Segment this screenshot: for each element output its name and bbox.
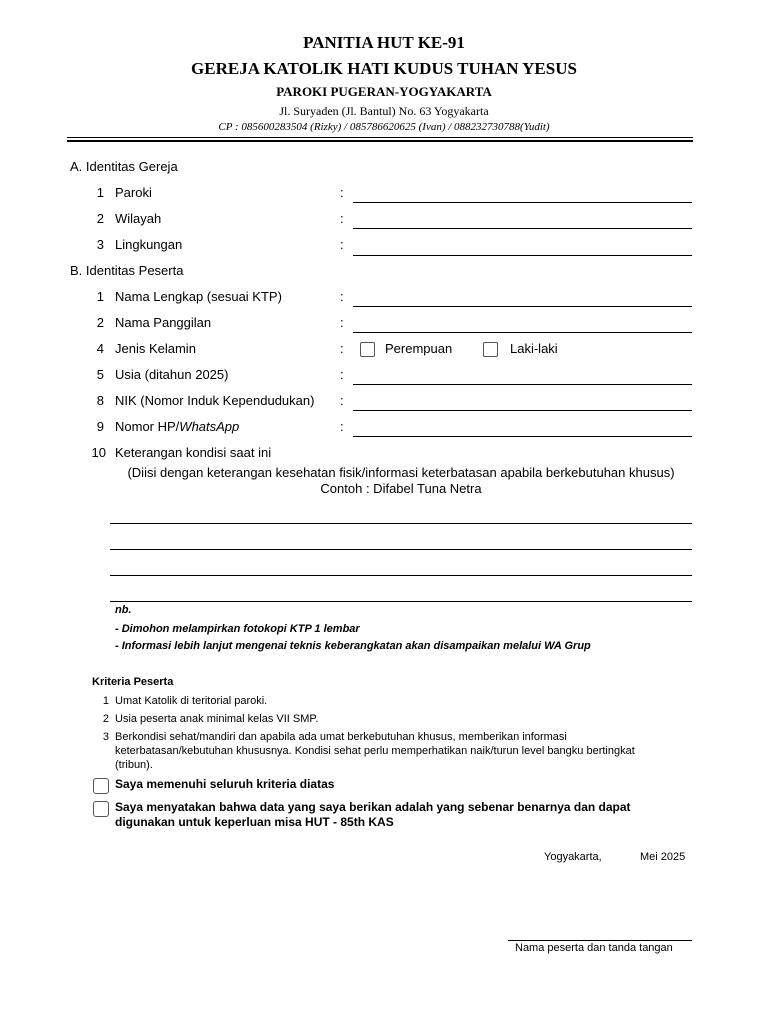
row-number: 1 [96,289,104,304]
criteria-item: Umat Katolik di teritorial paroki. [115,695,268,707]
signature-date: Mei 2025 [640,851,686,863]
colon: : [340,315,344,330]
agree-criteria-checkbox[interactable] [93,778,109,794]
nomor-hp-field[interactable] [353,436,692,437]
nik-field[interactable] [353,410,692,411]
header-rule-thick [67,140,693,142]
kondisi-field-line[interactable] [110,523,692,524]
colon: : [340,211,344,226]
usia-field[interactable] [353,384,692,385]
agree-data-checkbox[interactable] [93,801,109,817]
colon: : [340,289,344,304]
paroki-field[interactable] [353,202,692,203]
criteria-item-line: keterbatasan/kebutuhan khususnya. Kondisi sehat perlu memperhatikan naik/turun level bangku bertingkat [115,745,635,757]
colon: : [340,419,344,434]
header-parish: PAROKI PUGERAN-YOGYAKARTA [276,84,492,99]
colon: : [340,341,344,356]
row-number: 8 [96,393,104,408]
row-number: 1 [96,185,104,200]
colon: : [340,367,344,382]
colon: : [340,393,344,408]
nama-panggilan-label: Nama Panggilan [115,315,212,330]
row-number: 5 [96,367,104,382]
perempuan-checkbox[interactable] [360,342,375,357]
lingkungan-field[interactable] [353,255,692,256]
header-title-2: GEREJA KATOLIK HATI KUDUS TUHAN YESUS [191,59,577,78]
perempuan-label: Perempuan [385,341,453,356]
row-number: 3 [96,237,104,252]
kondisi-field-line[interactable] [110,601,692,602]
row-number: 2 [96,211,104,226]
nik-label: NIK (Nomor Induk Kependudukan) [115,393,315,408]
criteria-number: 1 [102,695,109,707]
nomor-hp-label-whatsapp: WhatsApp [179,419,240,434]
agree-data-label-line2: digunakan untuk keperluan misa HUT - 85th KAS [115,815,394,829]
nomor-hp-label [115,419,239,434]
agree-criteria-label: Saya memenuhi seluruh kriteria diatas [115,777,335,791]
kondisi-field-line[interactable] [110,575,692,576]
lingkungan-label: Lingkungan [115,237,183,252]
paroki-label: Paroki [115,185,152,200]
signature-line[interactable] [508,940,692,941]
note-item: - Dimohon melampirkan fotokopi KTP 1 lembar [115,623,360,635]
section-b-heading: B. Identitas Peserta [70,263,184,278]
row-number: 9 [96,419,104,434]
header-rule-thin [67,137,693,138]
criteria-item: Usia peserta anak minimal kelas VII SMP. [115,713,319,725]
header-title-1: PANITIA HUT KE-91 [303,33,465,52]
nama-lengkap-field[interactable] [353,306,692,307]
laki-laki-label: Laki-laki [510,341,558,356]
kondisi-example: Contoh : Difabel Tuna Netra [320,481,482,496]
jenis-kelamin-label: Jenis Kelamin [115,341,196,356]
colon: : [340,237,344,252]
laki-laki-checkbox[interactable] [483,342,498,357]
signature-caption: Nama peserta dan tanda tangan [515,942,673,954]
criteria-heading: Kriteria Peserta [92,676,174,688]
agree-data-label-line1: Saya menyatakan bahwa data yang saya berikan adalah yang sebenar benarnya dan dapat [115,800,631,814]
header-contact: CP : 085600283504 (Rizky) / 085786620625 (Ivan) / 088232730788(Yudit) [218,121,550,133]
kondisi-label: Keterangan kondisi saat ini [115,445,272,460]
note-item: - Informasi lebih lanjut mengenai teknis keberangkatan akan disampaikan melalui WA Grup [115,640,591,652]
wilayah-label: Wilayah [115,211,162,226]
nama-panggilan-field[interactable] [353,332,692,333]
criteria-item-line: (tribun). [115,759,153,771]
colon: : [340,185,344,200]
kondisi-field-line[interactable] [110,549,692,550]
kondisi-hint: (Diisi dengan keterangan kesehatan fisik/informasi keterbatasan apabila berkebutuhan khusus) [127,465,675,480]
row-number: 2 [96,315,104,330]
nomor-hp-label-prefix: Nomor HP/ [115,419,180,434]
wilayah-field[interactable] [353,228,692,229]
signature-city: Yogyakarta, [544,851,602,863]
row-number: 4 [96,341,104,356]
row-number: 10 [91,445,106,460]
header-address: Jl. Suryaden (Jl. Bantul) No. 63 Yogyakarta [279,104,489,118]
criteria-number: 2 [102,713,109,725]
criteria-item-line: Berkondisi sehat/mandiri dan apabila ada umat berkebutuhan khusus, memberikan informasi [115,731,567,743]
notes-label: nb. [115,604,132,616]
usia-label: Usia (ditahun 2025) [115,367,229,382]
nama-lengkap-label: Nama Lengkap (sesuai KTP) [115,289,282,304]
section-a-heading: A. Identitas Gereja [70,159,178,174]
criteria-number: 3 [102,731,109,743]
